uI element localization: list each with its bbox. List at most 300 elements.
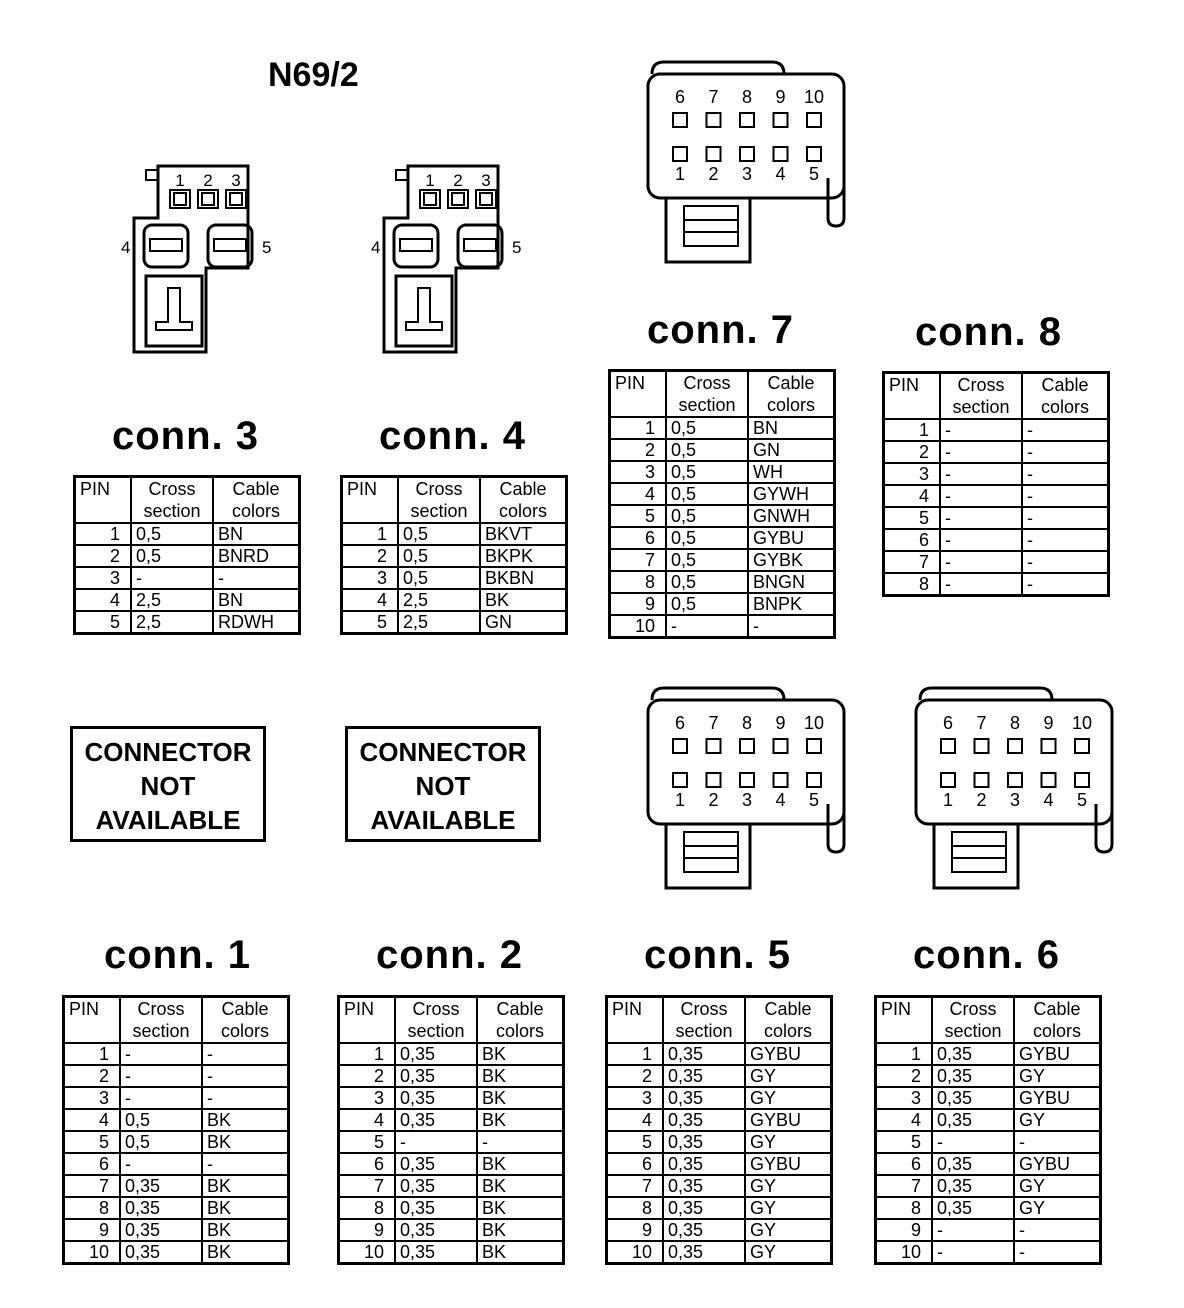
table-row: [607, 1153, 832, 1175]
cable-color: BK: [202, 1219, 289, 1241]
table-row: [607, 1241, 832, 1264]
cross-section: -: [940, 463, 1022, 485]
cross-section: -: [666, 615, 748, 638]
cable-color: RDWH: [213, 611, 300, 634]
table-row: [876, 1087, 1101, 1109]
header-cross-section: Cross section: [940, 373, 1022, 420]
table-row: [64, 1153, 289, 1175]
cross-section: 0,5: [666, 527, 748, 549]
cable-color: GY: [745, 1197, 832, 1219]
cross-section: 0,5: [666, 549, 748, 571]
pin-label: 8: [741, 713, 753, 733]
cable-color: BK: [477, 1197, 564, 1219]
cable-color: -: [213, 567, 300, 589]
table-row: [884, 419, 1109, 441]
cross-section: -: [120, 1153, 202, 1175]
table-row: [876, 1109, 1101, 1131]
cable-color: GY: [1014, 1109, 1101, 1131]
pin-number: 4: [610, 483, 667, 505]
cable-color: GY: [745, 1131, 832, 1153]
table-row: [884, 573, 1109, 596]
table-row: [884, 551, 1109, 573]
cable-color: -: [1022, 419, 1109, 441]
cross-section: 0,35: [932, 1109, 1014, 1131]
pin-number: 9: [610, 593, 667, 615]
cable-color: BKBN: [480, 567, 567, 589]
table-row: [876, 1153, 1101, 1175]
pin-label: 6: [942, 713, 954, 733]
pin-label: 2: [203, 171, 213, 190]
cross-section: 0,35: [932, 1065, 1014, 1087]
pin-number: 5: [607, 1131, 664, 1153]
cable-color: GN: [480, 611, 567, 634]
pin-number: 10: [610, 615, 667, 638]
pin-number: 3: [884, 463, 941, 485]
pin-number: 1: [75, 523, 132, 545]
pin-label: 4: [371, 238, 381, 257]
header-cable-colors: Cable colors: [213, 477, 300, 524]
cable-color: BK: [477, 1109, 564, 1131]
cable-color: BK: [477, 1241, 564, 1264]
pin-label: 5: [262, 238, 272, 257]
cable-color: -: [748, 615, 835, 638]
cross-section: 0,35: [395, 1219, 477, 1241]
cross-section: 0,35: [395, 1043, 477, 1065]
pin-label: 2: [453, 171, 463, 190]
conn1-table: [62, 995, 290, 1265]
header-cable-colors: Cable colors: [477, 997, 564, 1044]
cable-color: -: [1022, 441, 1109, 463]
pin-number: 1: [876, 1043, 933, 1065]
table-row: [607, 1197, 832, 1219]
header-cross-section: Cross section: [395, 997, 477, 1044]
pin-number: 9: [876, 1219, 933, 1241]
cross-section: 0,35: [120, 1241, 202, 1264]
cable-color: BK: [202, 1109, 289, 1131]
cable-color: BK: [202, 1131, 289, 1153]
pin-label: 5: [512, 238, 522, 257]
cable-color: GY: [745, 1087, 832, 1109]
pin-number: 4: [342, 589, 399, 611]
cable-color: GNWH: [748, 505, 835, 527]
pin-number: 7: [876, 1175, 933, 1197]
pin-number: 2: [64, 1065, 121, 1087]
pin-label: 1: [674, 790, 686, 810]
cable-color: BK: [202, 1197, 289, 1219]
pin-label: 6: [674, 87, 686, 107]
table-row: [876, 1197, 1101, 1219]
cable-color: GYBU: [745, 1043, 832, 1065]
cable-color: GYBU: [745, 1153, 832, 1175]
pin-label: 9: [775, 713, 786, 733]
cross-section: 0,5: [131, 545, 213, 567]
cross-section: -: [395, 1131, 477, 1153]
header-cross-section: Cross section: [666, 371, 748, 418]
conn4-title: conn. 4: [379, 414, 527, 458]
cross-section: -: [940, 551, 1022, 573]
cross-section: 0,35: [395, 1175, 477, 1197]
conn4-table: [340, 475, 568, 635]
conn5-table: [605, 995, 833, 1265]
cross-section: 0,5: [666, 593, 748, 615]
pin-label: 10: [1071, 713, 1093, 733]
cable-color: BK: [477, 1065, 564, 1087]
pin-number: 6: [607, 1153, 664, 1175]
conn8-title: conn. 8: [915, 310, 1063, 354]
table-row: [75, 567, 300, 589]
table-row: [607, 1087, 832, 1109]
pin-label: 4: [1043, 790, 1054, 810]
cross-section: -: [932, 1241, 1014, 1264]
pin-number: 2: [342, 545, 399, 567]
not-available-line1: CONNECTOR: [359, 737, 527, 767]
cross-section: -: [131, 567, 213, 589]
not-available-line2: NOT: [415, 771, 471, 801]
pin-number: 2: [610, 439, 667, 461]
cable-color: -: [1022, 529, 1109, 551]
pin-label: 10: [803, 713, 825, 733]
cross-section: 0,35: [395, 1087, 477, 1109]
cable-color: BNGN: [748, 571, 835, 593]
pin-number: 3: [876, 1087, 933, 1109]
pin-number: 1: [64, 1043, 121, 1065]
table-row: [610, 615, 835, 638]
cable-color: GYWH: [748, 483, 835, 505]
cable-color: WH: [748, 461, 835, 483]
table-row: [339, 1241, 564, 1264]
table-row: [876, 1219, 1101, 1241]
cross-section: 2,5: [131, 611, 213, 634]
pin-number: 8: [607, 1197, 664, 1219]
cable-color: GY: [745, 1219, 832, 1241]
pin-number: 1: [610, 417, 667, 439]
table-row: [64, 1043, 289, 1065]
cable-color: GY: [745, 1065, 832, 1087]
header-pin: PIN: [610, 371, 667, 418]
not-available-line3: AVAILABLE: [95, 805, 241, 835]
table-row: [64, 1109, 289, 1131]
table-header: [75, 477, 300, 524]
cross-section: -: [940, 419, 1022, 441]
pin-number: 7: [607, 1175, 664, 1197]
header-cable-colors: Cable colors: [1014, 997, 1101, 1044]
pin-label: 5: [808, 164, 820, 184]
pin-number: 1: [884, 419, 941, 441]
table-row: [75, 589, 300, 611]
header-pin: PIN: [75, 477, 132, 524]
cable-color: BN: [213, 589, 300, 611]
cross-section: -: [940, 441, 1022, 463]
pin-number: 5: [610, 505, 667, 527]
cross-section: 2,5: [131, 589, 213, 611]
pin-label: 1: [674, 164, 686, 184]
pin-number: 5: [342, 611, 399, 634]
pin-number: 3: [610, 461, 667, 483]
pin-number: 1: [339, 1043, 396, 1065]
header-pin: PIN: [342, 477, 399, 524]
pin-label: 7: [708, 713, 719, 733]
cable-color: -: [202, 1087, 289, 1109]
table-row: [876, 1241, 1101, 1264]
cable-color: -: [1014, 1219, 1101, 1241]
cable-color: GYBU: [1014, 1087, 1101, 1109]
pin-label: 8: [741, 87, 753, 107]
conn7-title: conn. 7: [647, 308, 795, 352]
header-cross-section: Cross section: [398, 477, 480, 524]
cable-color: BK: [477, 1153, 564, 1175]
table-row: [610, 439, 835, 461]
cross-section: 0,35: [932, 1153, 1014, 1175]
table-row: [610, 417, 835, 439]
cable-color: BK: [477, 1175, 564, 1197]
table-header: [64, 997, 289, 1044]
pin-label: 9: [1043, 713, 1054, 733]
cable-color: -: [1022, 463, 1109, 485]
table-row: [610, 571, 835, 593]
table-row: [342, 589, 567, 611]
pin-number: 6: [64, 1153, 121, 1175]
pin-label: 1: [425, 171, 435, 190]
table-header: [610, 371, 835, 418]
table-row: [342, 611, 567, 634]
cable-color: -: [202, 1153, 289, 1175]
table-row: [75, 545, 300, 567]
table-row: [610, 549, 835, 571]
cable-color: -: [202, 1065, 289, 1087]
header-cable-colors: Cable colors: [745, 997, 832, 1044]
pin-number: 3: [607, 1087, 664, 1109]
cross-section: 0,5: [131, 523, 213, 545]
cross-section: 0,5: [398, 567, 480, 589]
cross-section: -: [932, 1219, 1014, 1241]
table-header: [884, 373, 1109, 420]
table-row: [64, 1241, 289, 1264]
pin-label: 7: [708, 87, 719, 107]
pin-number: 9: [607, 1219, 664, 1241]
cable-color: BNRD: [213, 545, 300, 567]
cross-section: 0,35: [395, 1065, 477, 1087]
header-cross-section: Cross section: [131, 477, 213, 524]
connector-drawing-conn7: [640, 58, 860, 268]
cable-color: BK: [480, 589, 567, 611]
table-row: [610, 593, 835, 615]
cross-section: 0,35: [663, 1197, 745, 1219]
cross-section: 0,35: [932, 1043, 1014, 1065]
table-header: [876, 997, 1101, 1044]
cable-color: GYBU: [1014, 1153, 1101, 1175]
cable-color: -: [1014, 1241, 1101, 1264]
cable-color: BK: [202, 1175, 289, 1197]
pin-number: 5: [876, 1131, 933, 1153]
cable-color: BK: [477, 1219, 564, 1241]
conn1-title: conn. 1: [104, 933, 252, 977]
cross-section: 0,5: [666, 417, 748, 439]
pin-label: 2: [708, 790, 719, 810]
cross-section: -: [940, 573, 1022, 596]
table-row: [342, 567, 567, 589]
cross-section: -: [120, 1087, 202, 1109]
pin-number: 7: [610, 549, 667, 571]
header-pin: PIN: [339, 997, 396, 1044]
cross-section: 0,35: [395, 1197, 477, 1219]
cross-section: 2,5: [398, 589, 480, 611]
cable-color: -: [202, 1043, 289, 1065]
pin-number: 7: [339, 1175, 396, 1197]
cable-color: GYBU: [745, 1109, 832, 1131]
table-row: [339, 1175, 564, 1197]
table-row: [876, 1065, 1101, 1087]
pin-number: 10: [876, 1241, 933, 1264]
pin-label: 5: [1076, 790, 1088, 810]
cross-section: 0,35: [663, 1109, 745, 1131]
table-row: [64, 1197, 289, 1219]
pin-number: 7: [64, 1175, 121, 1197]
cable-color: GYBU: [1014, 1043, 1101, 1065]
pin-number: 8: [876, 1197, 933, 1219]
pin-label: 4: [775, 790, 786, 810]
cable-color: GY: [1014, 1175, 1101, 1197]
pin-number: 2: [75, 545, 132, 567]
pin-number: 8: [610, 571, 667, 593]
cable-color: BN: [748, 417, 835, 439]
pin-label: 3: [741, 790, 753, 810]
cross-section: 0,35: [663, 1043, 745, 1065]
cross-section: 0,35: [663, 1241, 745, 1264]
cable-color: -: [1022, 507, 1109, 529]
cable-color: -: [1022, 485, 1109, 507]
conn2-table: [337, 995, 565, 1265]
cable-color: -: [1022, 573, 1109, 596]
cable-color: BK: [202, 1241, 289, 1264]
not-available-line3: AVAILABLE: [370, 805, 516, 835]
cable-color: GN: [748, 439, 835, 461]
cross-section: -: [932, 1131, 1014, 1153]
pin-number: 1: [607, 1043, 664, 1065]
table-row: [607, 1131, 832, 1153]
table-row: [607, 1219, 832, 1241]
pin-number: 8: [884, 573, 941, 596]
pin-label: 2: [708, 164, 719, 184]
pin-number: 4: [884, 485, 941, 507]
pin-number: 8: [339, 1197, 396, 1219]
connector-drawing-conn3: [110, 160, 290, 360]
pin-number: 8: [64, 1197, 121, 1219]
table-row: [64, 1087, 289, 1109]
cable-color: -: [1014, 1131, 1101, 1153]
pin-number: 5: [339, 1131, 396, 1153]
cable-color: BKPK: [480, 545, 567, 567]
table-row: [876, 1131, 1101, 1153]
pin-number: 4: [75, 589, 132, 611]
table-row: [339, 1219, 564, 1241]
table-row: [876, 1043, 1101, 1065]
cross-section: -: [940, 529, 1022, 551]
page-title: N69/2: [268, 56, 359, 94]
table-row: [610, 505, 835, 527]
table-row: [884, 485, 1109, 507]
pin-number: 5: [75, 611, 132, 634]
table-row: [607, 1109, 832, 1131]
table-row: [342, 545, 567, 567]
cable-color: BK: [477, 1087, 564, 1109]
conn6-table: [874, 995, 1102, 1265]
conn5-title: conn. 5: [644, 933, 792, 977]
table-row: [884, 507, 1109, 529]
cross-section: 0,35: [663, 1131, 745, 1153]
cross-section: 0,5: [666, 483, 748, 505]
pin-number: 10: [64, 1241, 121, 1264]
cable-color: -: [1022, 551, 1109, 573]
pin-number: 5: [64, 1131, 121, 1153]
conn3-title: conn. 3: [112, 414, 260, 458]
pin-number: 6: [884, 529, 941, 551]
header-cross-section: Cross section: [120, 997, 202, 1044]
cross-section: 0,35: [932, 1087, 1014, 1109]
pin-number: 2: [339, 1065, 396, 1087]
table-row: [339, 1087, 564, 1109]
cross-section: -: [940, 507, 1022, 529]
cable-color: BNPK: [748, 593, 835, 615]
pin-number: 2: [884, 441, 941, 463]
table-row: [884, 463, 1109, 485]
pin-number: 7: [884, 551, 941, 573]
cross-section: -: [120, 1065, 202, 1087]
header-cable-colors: Cable colors: [748, 371, 835, 418]
pin-label: 3: [1009, 790, 1021, 810]
table-row: [75, 611, 300, 634]
header-cable-colors: Cable colors: [480, 477, 567, 524]
header-cable-colors: Cable colors: [1022, 373, 1109, 420]
conn2-title: conn. 2: [376, 933, 524, 977]
pin-label: 7: [976, 713, 987, 733]
cross-section: -: [120, 1043, 202, 1065]
cross-section: 0,35: [120, 1197, 202, 1219]
pin-number: 3: [75, 567, 132, 589]
table-row: [64, 1175, 289, 1197]
cross-section: 2,5: [398, 611, 480, 634]
table-header: [339, 997, 564, 1044]
pin-number: 6: [339, 1153, 396, 1175]
pin-label: 1: [175, 171, 185, 190]
header-pin: PIN: [64, 997, 121, 1044]
cross-section: 0,5: [666, 505, 748, 527]
conn6-title: conn. 6: [913, 933, 1061, 977]
cross-section: 0,5: [666, 571, 748, 593]
pin-number: 10: [607, 1241, 664, 1264]
cross-section: 0,35: [932, 1175, 1014, 1197]
table-row: [339, 1043, 564, 1065]
cross-section: 0,5: [666, 461, 748, 483]
cross-section: 0,35: [395, 1153, 477, 1175]
conn7-table: [608, 369, 836, 639]
pin-label: 4: [775, 164, 786, 184]
pin-label: 3: [231, 171, 241, 190]
pin-label: 9: [775, 87, 786, 107]
conn3-table: [73, 475, 301, 635]
pin-number: 10: [339, 1241, 396, 1264]
header-pin: PIN: [607, 997, 664, 1044]
table-row: [884, 441, 1109, 463]
pin-label: 3: [481, 171, 491, 190]
cable-color: GYBK: [748, 549, 835, 571]
pin-label: 4: [121, 238, 131, 257]
pin-number: 3: [64, 1087, 121, 1109]
cross-section: 0,5: [120, 1131, 202, 1153]
table-header: [342, 477, 567, 524]
cross-section: 0,35: [663, 1219, 745, 1241]
pin-label: 10: [803, 87, 825, 107]
cross-section: 0,5: [666, 439, 748, 461]
